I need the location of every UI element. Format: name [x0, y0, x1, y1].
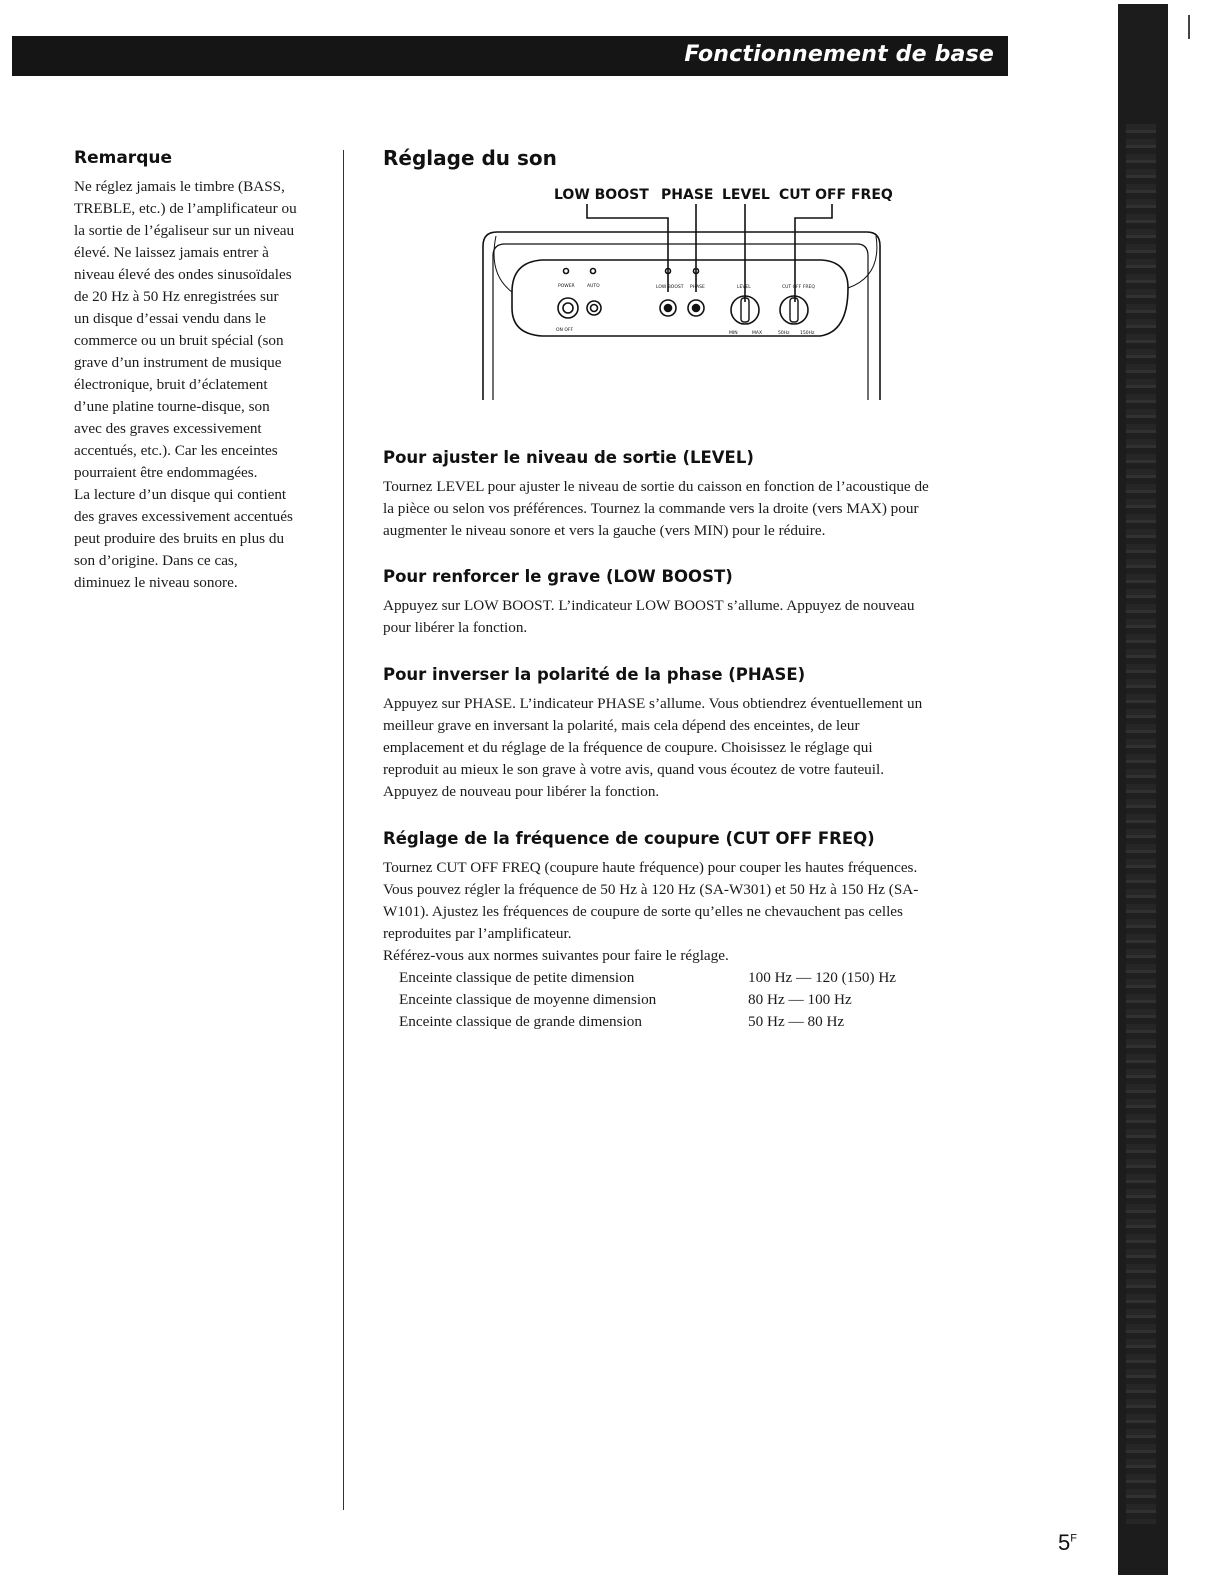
low-boost-section — [383, 567, 1008, 639]
low-boost-section-text: Appuyez sur LOW BOOST. L’indicateur LOW BOOST s’allume. Appuyez de nouveau pour libérer la fonction. — [383, 597, 915, 636]
svg-text:POWER: POWER — [558, 284, 575, 289]
svg-text:ON OFF: ON OFF — [556, 328, 574, 333]
table-row — [383, 967, 896, 989]
table-row — [383, 1011, 896, 1033]
cut-off-freq-knob — [780, 296, 808, 324]
svg-text:150Hz: 150Hz — [800, 331, 815, 336]
power-button — [558, 298, 578, 318]
page-number — [1058, 1530, 1077, 1556]
svg-text:LEVEL: LEVEL — [737, 285, 751, 290]
sound-section — [383, 146, 1008, 170]
svg-text:CUT OFF FREQ: CUT OFF FREQ — [782, 285, 815, 290]
crossover-reference-table — [383, 967, 896, 1033]
remark-column — [74, 148, 336, 594]
page-number-value: 5 — [1058, 1530, 1071, 1555]
scanned-page-edge — [1118, 4, 1168, 1575]
cutoff-section-text: Tournez CUT OFF FREQ (coupure haute fréquence) pour couper les hautes fréquences. Vous pouvez régler la fréquence de 50 Hz à 120 Hz (SA-W301) et 50 Hz à 150 Hz (SA- W101). Ajustez les fréquences de coupure de sorte qu’elles ne chevauchent pas celles reproduites par l’amplificateur. Référez-vous aux normes suivantes pour faire le réglage. — [383, 859, 919, 964]
svg-text:50Hz: 50Hz — [778, 331, 790, 336]
cabinet-outline — [483, 232, 880, 400]
frequency-range-cell: 50 Hz — 80 Hz — [748, 1013, 845, 1030]
page-number-suffix: F — [1070, 1532, 1077, 1545]
low-boost-section-title: Pour renforcer le grave (LOW BOOST) — [383, 567, 733, 586]
svg-text:MAX: MAX — [752, 331, 763, 336]
section-title: Réglage du son — [383, 146, 557, 170]
label-cut-off-freq: CUT OFF FREQ — [779, 187, 893, 203]
frequency-range-cell: 100 Hz — 120 (150) Hz — [748, 969, 897, 986]
svg-text:PHASE: PHASE — [690, 285, 705, 290]
svg-text:LOW BOOST: LOW BOOST — [656, 285, 684, 290]
cutoff-section-title: Réglage de la fréquence de coupure (CUT OFF FREQ) — [383, 829, 875, 848]
page-header-bar — [12, 36, 1008, 76]
cutoff-section — [383, 829, 1008, 1033]
label-low-boost: LOW BOOST — [554, 187, 649, 203]
auto-button — [587, 301, 601, 315]
control-panel-outline — [512, 260, 848, 336]
remark-title: Remarque — [74, 148, 172, 168]
control-panel-diagram — [470, 184, 900, 406]
low-boost-leader — [587, 204, 668, 292]
svg-text:AUTO: AUTO — [587, 284, 600, 289]
speaker-size-cell: Enceinte classique de grande dimension — [399, 1013, 642, 1030]
page-header-title: Fonctionnement de base — [684, 42, 994, 67]
svg-text:MIN: MIN — [729, 331, 738, 336]
label-level: LEVEL — [722, 187, 770, 203]
phase-section — [383, 665, 1008, 803]
column-divider — [343, 150, 344, 1510]
speaker-size-cell: Enceinte classique de moyenne dimension — [399, 991, 657, 1008]
subwoofer-panel-drawing — [470, 184, 900, 406]
speaker-size-cell: Enceinte classique de petite dimension — [399, 969, 635, 986]
level-section-text: Tournez LEVEL pour ajuster le niveau de sortie du caisson en fonction de l’acoustique de la pièce ou selon vos préférences. Tournez la commande vers la droite (vers MAX) pour augmenter le niveau sonore et vers la gauche (vers MIN) pour le réduire. — [383, 478, 929, 539]
panel-tiny-labels — [556, 283, 815, 336]
scan-mark — [1188, 15, 1190, 39]
table-row — [383, 989, 896, 1011]
label-phase: PHASE — [661, 187, 714, 203]
phase-section-title: Pour inverser la polarité de la phase (PHASE) — [383, 665, 806, 684]
remark-text: Ne réglez jamais le timbre (BASS, TREBLE, etc.) de l’amplificateur ou la sortie de l’égaliseur sur un niveau élevé. Ne laissez jamais entrer à niveau élevé des ondes sinusoïdales de 20 Hz à 50 Hz enregistrées sur un disque d’essai vendu dans le commerce ou un bruit spécial (son grave d’un instrument de musique électronique, bruit d’éclatement d’une platine tourne-disque, son avec des graves excessivement accentués, etc.). Car les enceintes pourraient être endommagées. La lecture d’un disque qui contient des graves excessivement accentués peut produire des bruits en plus du son d’origine. Dans ce cas, diminuez le niveau sonore. — [74, 178, 297, 591]
frequency-range-cell: 80 Hz — 100 Hz — [748, 991, 852, 1008]
level-section — [383, 448, 1008, 542]
phase-section-text: Appuyez sur PHASE. L’indicateur PHASE s’allume. Vous obtiendrez éventuellement un meilleur grave en inversant la polarité, mais cela dépend des enceintes, de leur emplacement et du réglage de la fréquence de coupure. Choisissez le réglage qui reproduit au mieux le son grave à votre avis, quand vous écoutez de votre fauteuil. Appuyez de nouveau pour libérer la fonction. — [383, 695, 923, 800]
level-section-title: Pour ajuster le niveau de sortie (LEVEL) — [383, 448, 754, 467]
